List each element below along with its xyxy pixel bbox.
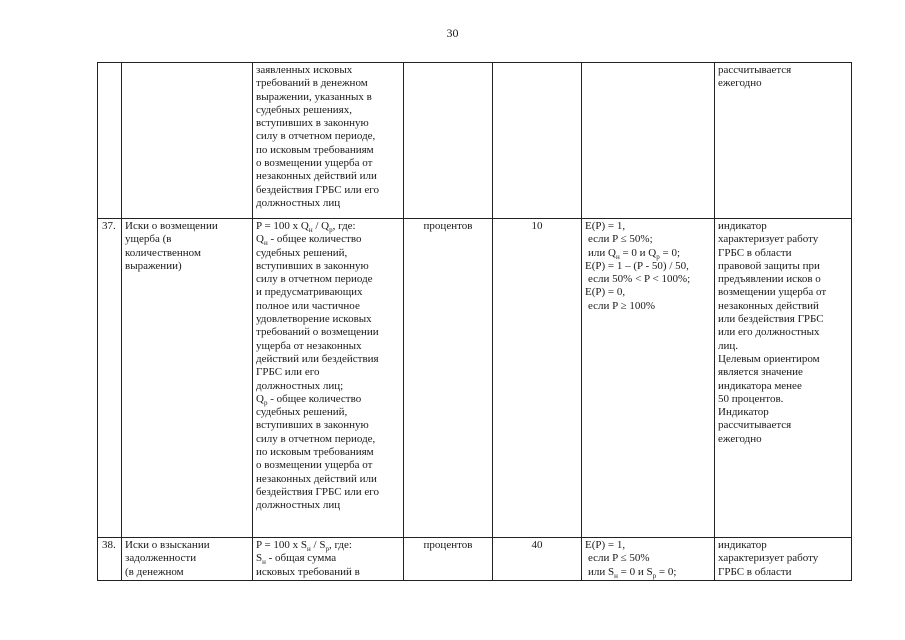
formula-line: $Q_н$ - общее количество bbox=[256, 233, 362, 248]
cell-unit: процентов bbox=[404, 538, 493, 581]
cell-description bbox=[715, 538, 852, 581]
description-line: незаконных действий bbox=[718, 299, 819, 312]
cell-name bbox=[122, 63, 253, 219]
formula-line: ГРБС или его bbox=[256, 366, 320, 379]
cell-formula bbox=[253, 538, 404, 581]
formula-line: действий или бездействия bbox=[256, 352, 379, 365]
description-line: индикатора менее bbox=[718, 379, 802, 392]
description-line: или бездействия ГРБС bbox=[718, 313, 824, 326]
formula-line: о возмещении ущерба от bbox=[256, 157, 373, 170]
eval-line: или $Q_н = 0$ и $Q_р = 0$; bbox=[588, 246, 681, 261]
description-line: индикатор bbox=[718, 539, 767, 551]
formula-line: ущерба от незаконных bbox=[256, 339, 362, 352]
formula-line: заявленных исковых bbox=[256, 64, 353, 76]
formula-line: должностных лиц; bbox=[256, 379, 344, 392]
name-line: Иски о возмещении bbox=[125, 220, 218, 232]
cell-description bbox=[715, 63, 852, 219]
formula-line: бездействия ГРБС или его bbox=[256, 183, 379, 196]
description-line: Целевым ориентиром bbox=[718, 352, 820, 365]
formula-line: $Q_р$ - общее количество bbox=[256, 392, 362, 408]
page-number: 30 bbox=[446, 26, 459, 40]
formula-line: силу в отчетном периоде bbox=[256, 273, 373, 286]
cell-evaluation bbox=[582, 63, 715, 219]
formula-line: удовлетворение исковых bbox=[256, 313, 372, 326]
formula-line: судебных решений, bbox=[256, 406, 348, 419]
cell-weight: 40 bbox=[493, 538, 582, 581]
cell-description bbox=[715, 219, 852, 538]
description-line: ежегодно bbox=[718, 432, 762, 445]
eval-line: E(P) = 1, bbox=[585, 539, 626, 551]
description-line: 50 процентов. bbox=[718, 392, 784, 405]
formula-line: и предусматривающих bbox=[256, 286, 363, 299]
formula-line: требований в денежном bbox=[256, 77, 368, 90]
name-line: Иски о взыскании bbox=[125, 539, 210, 551]
formula-line: исковых требований в bbox=[256, 565, 360, 578]
eval-line: если P ≤ 50%; bbox=[588, 233, 653, 246]
formula-line: силу в отчетном периоде, bbox=[256, 130, 376, 143]
description-line: рассчитывается bbox=[718, 64, 792, 76]
eval-line: если P ≤ 50% bbox=[588, 552, 650, 565]
cell-number: 38. bbox=[98, 538, 122, 581]
formula-line: выражении, указанных в bbox=[256, 90, 372, 103]
formula-line: о возмещении ущерба от bbox=[256, 459, 373, 472]
name-line: выражении) bbox=[125, 259, 182, 272]
formula-line: вступивших в законную bbox=[256, 117, 369, 130]
formula-line: по исковым требованиям bbox=[256, 446, 374, 459]
description-line: правовой защиты при bbox=[718, 259, 820, 272]
eval-line: если P ≥ 100% bbox=[588, 299, 656, 312]
description-line: лиц. bbox=[718, 339, 739, 352]
description-line: предъявлении исков о bbox=[718, 273, 821, 286]
formula-line: P = 100 x $S_н / S_р$, где: bbox=[256, 539, 352, 554]
formula-line: P = 100 x $Q_н / Q_р$, где: bbox=[256, 220, 356, 235]
name-line: ущерба (в bbox=[125, 233, 172, 246]
cell-number bbox=[98, 63, 122, 219]
description-line: характеризует работу bbox=[718, 233, 819, 246]
eval-line: E(P) = 1 – (P - 50) / 50, bbox=[585, 259, 689, 272]
cell-unit bbox=[404, 63, 493, 219]
formula-line: требований о возмещении bbox=[256, 326, 379, 339]
table-row bbox=[98, 219, 852, 538]
cell-formula bbox=[253, 63, 404, 219]
description-line: ежегодно bbox=[718, 77, 762, 90]
description-line: рассчитывается bbox=[718, 419, 792, 432]
table-row bbox=[98, 538, 852, 581]
description-line: возмещении ущерба от bbox=[718, 286, 827, 299]
formula-line: силу в отчетном периоде, bbox=[256, 432, 376, 445]
eval-line: если 50% < P < 100%; bbox=[588, 273, 691, 286]
table-row bbox=[98, 63, 852, 219]
name-line: задолженности bbox=[125, 552, 197, 565]
formula-line: судебных решений, bbox=[256, 246, 348, 259]
name-line: количественном bbox=[125, 246, 201, 259]
description-line: индикатор bbox=[718, 220, 767, 232]
cell-name bbox=[122, 538, 253, 581]
description-line: Индикатор bbox=[718, 406, 769, 419]
description-line: является значение bbox=[718, 366, 803, 379]
cell-formula bbox=[253, 219, 404, 538]
cell-evaluation bbox=[582, 538, 715, 581]
eval-line: E(P) = 0, bbox=[585, 286, 626, 299]
description-line: ГРБС в области bbox=[718, 565, 792, 578]
cell-weight bbox=[493, 63, 582, 219]
formula-line: полное или частичное bbox=[256, 299, 360, 312]
formula-line: бездействия ГРБС или его bbox=[256, 485, 379, 498]
indicator-table bbox=[97, 62, 852, 581]
formula-line: судебных решениях, bbox=[256, 103, 352, 116]
cell-weight: 10 bbox=[493, 219, 582, 538]
description-line: характеризует работу bbox=[718, 552, 819, 565]
description-line: ГРБС в области bbox=[718, 246, 792, 259]
cell-evaluation bbox=[582, 219, 715, 538]
formula-line: $S_н$ - общая сумма bbox=[256, 552, 337, 567]
description-line: или его должностных bbox=[718, 326, 820, 339]
formula-line: должностных лиц bbox=[256, 499, 341, 512]
formula-line: незаконных действий или bbox=[256, 170, 377, 183]
formula-line: незаконных действий или bbox=[256, 472, 377, 485]
cell-name bbox=[122, 219, 253, 538]
formula-line: должностных лиц bbox=[256, 196, 341, 209]
cell-unit: процентов bbox=[404, 219, 493, 538]
eval-line: или $S_н = 0$ и $S_р = 0$; bbox=[588, 565, 677, 580]
name-line: (в денежном bbox=[125, 565, 184, 578]
eval-line: E(P) = 1, bbox=[585, 220, 626, 232]
formula-line: вступивших в законную bbox=[256, 259, 369, 272]
formula-line: вступивших в законную bbox=[256, 419, 369, 432]
cell-number: 37. bbox=[98, 219, 122, 538]
formula-line: по исковым требованиям bbox=[256, 143, 374, 156]
